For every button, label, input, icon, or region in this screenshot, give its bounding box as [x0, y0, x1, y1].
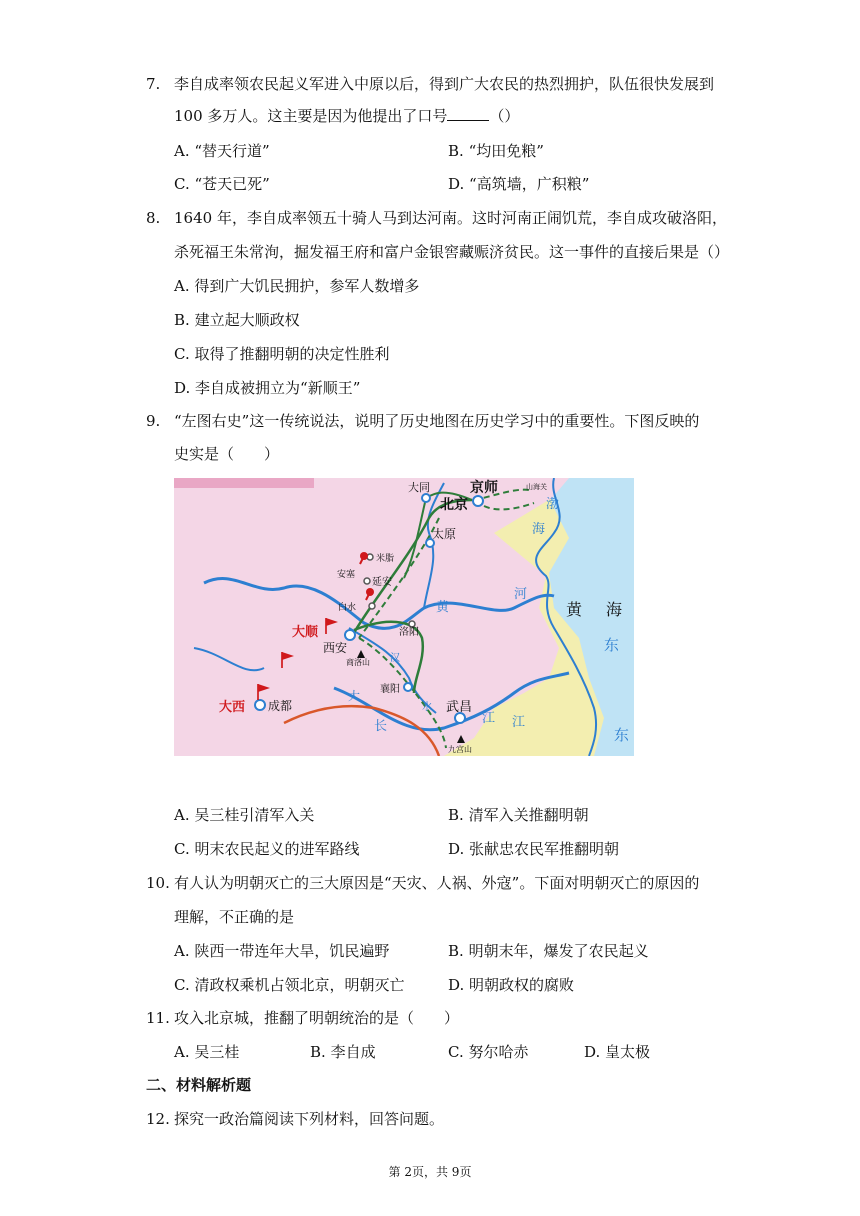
answer-blank [447, 106, 489, 121]
option-text: 清政权乘机占领北京，明朝灭亡 [194, 976, 405, 994]
option-letter: C. [174, 976, 190, 994]
city-marker-xian [345, 630, 355, 640]
option-letter: D. [448, 976, 465, 994]
map-label-huanghai-1: 黄 [566, 600, 583, 619]
q11-number: 11. [146, 1009, 170, 1027]
option-letter: D. [448, 840, 465, 858]
q9-option-b[interactable] [448, 805, 589, 825]
map-label-baishui: 白水 [338, 603, 357, 613]
city-marker-chengdu [255, 700, 265, 710]
q9-option-c[interactable] [174, 839, 360, 859]
q8-stem-line1: 1640 年，李自成率领五十骑人马到达河南。这时河南正闹饥荒，李自成攻破洛阳， [174, 209, 727, 227]
option-text: 张献忠农民军推翻明朝 [469, 840, 620, 858]
map-label-yanan: 延安 [372, 577, 392, 588]
city-marker-xiangyang [404, 683, 412, 691]
q7-option-c[interactable] [174, 174, 270, 194]
q9-option-a[interactable] [174, 805, 314, 825]
option-letter: A. [174, 1043, 190, 1061]
map-label-shui: 水 [422, 702, 432, 713]
option-letter: B. [310, 1043, 326, 1061]
city-marker-datong [422, 494, 430, 502]
option-letter: C. [174, 345, 190, 363]
historical-route-map [174, 478, 634, 756]
option-letter: B. [448, 942, 464, 960]
map-label-wuchang: 武昌 [446, 700, 473, 715]
q11-stem-line1: 攻入北京城，推翻了明朝统治的是（ ） [174, 1009, 460, 1027]
option-text: “苍天已死” [194, 175, 270, 193]
option-letter: A. [174, 942, 190, 960]
q8-number: 8. [146, 209, 161, 227]
option-text: 皇太极 [605, 1043, 651, 1061]
map-label-daxi: 大西 [219, 700, 246, 715]
q10-stem-line1: 有人认为明朝灭亡的三大原因是“天灾、人祸、外寇”。下面对明朝灭亡的原因的 [174, 874, 700, 892]
map-label-bo-hai: 海 [532, 522, 546, 537]
option-letter: B. [448, 142, 464, 160]
map-label-bo: 渤 [546, 497, 560, 512]
option-text: 李自成 [330, 1043, 376, 1061]
map-label-dong-2: 东 [614, 726, 630, 744]
option-text: 李自成被拥立为“新顺王” [195, 379, 361, 397]
q8-option-b[interactable] [174, 310, 300, 330]
map-label-datong: 大同 [408, 481, 430, 494]
q8-option-a[interactable] [174, 276, 419, 296]
q8-stem-line2: 杀死福王朱常洵，掘发福王府和富户金银窖藏赈济贫民。这一事件的直接后果是（） [174, 243, 730, 261]
q9-number: 9. [146, 412, 161, 430]
q12-number: 12. [146, 1110, 170, 1128]
map-label-jiang-2: 江 [512, 715, 526, 730]
map-label-chang: 长 [374, 719, 388, 734]
map-label-shanhaiguan: 山海关 [526, 483, 547, 491]
option-text: 吴三桂 [194, 1043, 240, 1061]
option-text: 明朝末年，爆发了农民起义 [468, 942, 649, 960]
map-label-beijing: 北京 [440, 497, 468, 513]
q10-option-c[interactable] [174, 975, 405, 995]
option-letter: A. [174, 142, 190, 160]
map-label-taiyuan: 太原 [432, 527, 457, 541]
option-text: “均田免粮” [468, 142, 544, 160]
option-text: 得到广大饥民拥护，参军人数增多 [194, 277, 420, 295]
map-svg [174, 478, 634, 756]
q9-option-d[interactable] [448, 839, 619, 859]
q7-stem-line2 [174, 106, 519, 126]
q7-bracket: （） [489, 107, 520, 125]
option-letter: C. [174, 175, 190, 193]
option-text: 陕西一带连年大旱，饥民遍野 [194, 942, 390, 960]
map-label-da: 大 [348, 689, 361, 703]
option-letter: D. [174, 379, 191, 397]
q7-option-a[interactable] [174, 141, 270, 161]
map-label-han: 汉 [390, 653, 400, 664]
city-marker-beijing [473, 496, 483, 506]
map-label-mizhi: 米脂 [376, 554, 395, 564]
q10-option-a[interactable] [174, 941, 389, 961]
q10-option-d[interactable] [448, 975, 574, 995]
option-letter: A. [174, 277, 190, 295]
map-label-huanghai-2: 海 [606, 600, 623, 619]
option-text: 明朝政权的腐败 [469, 976, 575, 994]
option-letter: D. [448, 175, 465, 193]
option-text: 明末农民起义的进军路线 [194, 840, 360, 858]
q10-number: 10. [146, 874, 170, 892]
map-label-jingshi: 京师 [470, 480, 498, 496]
option-letter: B. [448, 806, 464, 824]
q7-option-b[interactable] [448, 141, 544, 161]
option-letter: D. [584, 1043, 601, 1061]
map-label-jiugongshan: 九宫山 [448, 745, 472, 754]
q9-stem-line2: 史实是（ ） [174, 445, 280, 463]
option-letter: C. [448, 1043, 464, 1061]
option-letter: A. [174, 806, 190, 824]
q8-option-c[interactable] [174, 344, 390, 364]
map-label-he: 河 [514, 587, 528, 602]
map-label-huang: 黄 [436, 600, 450, 615]
option-letter: B. [174, 311, 190, 329]
page-footer: 第 2页，共 9页 [388, 1165, 472, 1179]
option-text: “高筑墙，广积粮” [469, 175, 590, 193]
map-label-ansai: 安塞 [337, 570, 356, 580]
map-label-shangluoshan: 商洛山 [346, 658, 370, 667]
map-label-xian: 西安 [323, 641, 348, 655]
option-text: 建立起大顺政权 [194, 311, 300, 329]
city-marker-baishui [369, 603, 375, 609]
q8-option-d[interactable] [174, 378, 360, 398]
option-text: 吴三桂引清军入关 [194, 806, 315, 824]
q10-stem-line2: 理解，不正确的是 [174, 908, 295, 926]
q11-option-d[interactable] [584, 1042, 650, 1062]
city-marker-mizhi [367, 554, 373, 560]
option-letter: C. [174, 840, 190, 858]
q11-option-c[interactable] [448, 1042, 529, 1062]
map-label-jiang-1: 江 [482, 711, 496, 726]
q7-stem-line1: 李自成率领农民起义军进入中原以后，得到广大农民的热烈拥护，队伍很快发展到 [174, 75, 715, 93]
option-text: 清军入关推翻明朝 [468, 806, 589, 824]
q12-stem-line1: 探究一政治篇阅读下列材料，回答问题。 [174, 1110, 445, 1128]
option-text: “替天行道” [194, 142, 270, 160]
option-text: 努尔哈赤 [468, 1043, 529, 1061]
q11-option-a[interactable] [174, 1042, 239, 1062]
q7-option-d[interactable] [448, 174, 589, 194]
q11-option-b[interactable] [310, 1042, 376, 1062]
city-marker-yanan [364, 578, 370, 584]
territory-top-strip [174, 478, 314, 488]
map-label-luoyang: 洛阳 [399, 627, 419, 638]
map-label-chengdu: 成都 [268, 699, 293, 713]
map-label-dong-1: 东 [604, 636, 620, 654]
map-label-xiangyang: 襄阳 [380, 684, 400, 695]
q7-stem-line2-text: 100 多万人。这主要是因为他提出了口号 [174, 107, 448, 125]
option-text: 取得了推翻明朝的决定性胜利 [194, 345, 390, 363]
q9-stem-line1: “左图右史”这一传统说法，说明了历史地图在历史学习中的重要性。下图反映的 [174, 412, 700, 430]
q7-number: 7. [146, 75, 161, 93]
q10-option-b[interactable] [448, 941, 649, 961]
section-heading: 二、材料解析题 [146, 1076, 252, 1094]
map-label-dashun: 大顺 [292, 625, 319, 640]
